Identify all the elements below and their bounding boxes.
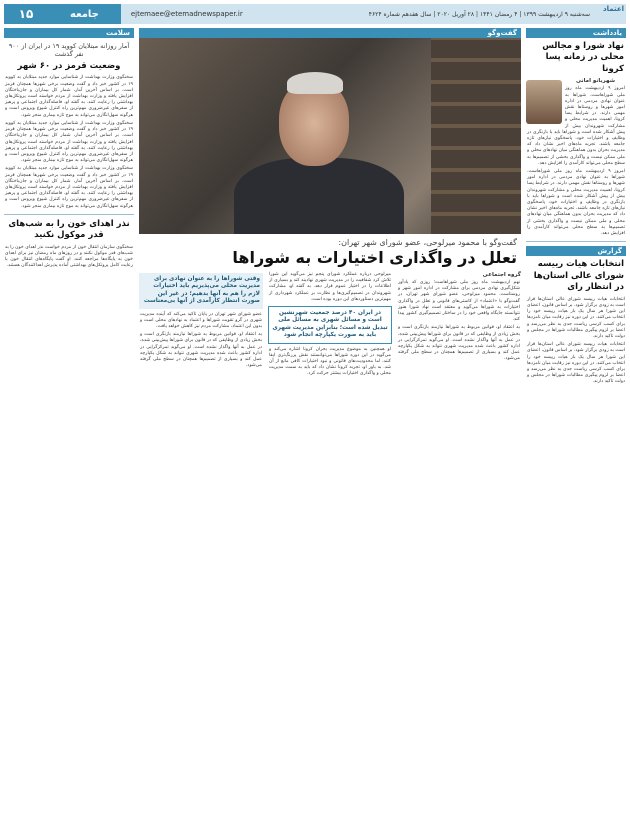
article-kicker: گفت‌وگو با محمود میرلوحی، عضو شورای شهر تهران: — [338, 238, 517, 247]
article-text-1: نهم اردیبهشت ماه روز ملی شوراهاست؛ روزی که یادآور شکل‌گیری نهادی مردمی برای مشارکت در اداره امور شهر و روستاست. محمود میرلوحی، عضو شورای شهر تهران، در گفت‌وگو با «اعتماد» از کاستی‌های قانونی و تعلل در واگذاری اختیارات به شوراها می‌گوید و معتقد است نهاد شورا هنوز نتوانسته جایگاه واقعی خود را در ساختار تصمیم‌گیری کشور پیدا کند. — [398, 280, 520, 323]
article-columns — [139, 270, 521, 380]
report-title: انتخابات هیات رییسه شورای عالی استان‌ها در انتظار رای — [533, 259, 624, 293]
article-text-6: به اعتقاد او، قوانین مربوط به شوراها نیازمند بازنگری است و بخش زیادی از وظایفی که در قانون برای شوراها پیش‌بینی شده، در عمل به آنها واگذار نشده است. او می‌گوید تمرکزگرایی در اداره کشور باعث شده مدیریت شهری نتواند به شکل یکپارچه عمل کند و بسیاری از تصمیم‌ها همچنان در سطح ملی گرفته می‌شود. — [140, 332, 262, 369]
main-article — [139, 28, 521, 814]
note-author-avatar — [526, 80, 562, 124]
page-number: ۱۵ — [4, 4, 48, 24]
note-body-more: امروز ۹ اردیبهشت ماه روز ملی شوراهاست. شوراها به عنوان نهادی مردمی در اداره امور شهرها و روستاها نقش مهمی دارند. در شرایط پسا کرونا، اهمیت مدیریت محلی و مشارکت شهروندان بیش از پیش آشکار شده است و شوراها باید با بازنگری در وظایف و اختیارات خود، پاسخگوی نیازهای تازه جامعه باشند. تجربه ماه‌های اخیر نشان داد که مدیریت بحران بدون هماهنگی میان نهادهای محلی و ملی ممکن نیست و واگذاری بخشی از تصمیم‌ها به سطح محلی می‌تواند کارآمدی را افزایش دهد. — [527, 169, 625, 237]
section-email[interactable]: ejtemaee@etemadnewspaper.ir — [130, 10, 243, 18]
article-column-3 — [139, 270, 263, 380]
pull-quote-2: وقتی شوراها را به عنوان نهادی برای مدیریت محلی می‌پذیریم باید اختیارات لازم را هم به آنها بدهیم؛ در غیر این صورت انتظار کارآمدی از آنها بی‌معناست — [139, 273, 263, 309]
bookshelf-shape — [431, 38, 521, 234]
interview-label: گفت‌وگو — [139, 28, 521, 38]
interviewee-photo — [139, 38, 521, 234]
report-body: انتخابات هیات رییسه شورای عالی استان‌ها قرار است به زودی برگزار شود. بر اساس قانون، اعضای این شورا هر سال یک بار هیات رییسه خود را انتخاب می‌کنند. در این دوره نیز رقابت میان نامزدها برای کسب کرسی ریاست جدی به نظر می‌رسد و اعضا بر لزوم پیگیری مطالبات شوراها در مجلس و دولت تاکید دارند. — [527, 296, 625, 339]
article-column-2 — [268, 270, 392, 380]
article-text-3: میرلوحی درباره عملکرد شورای پنجم نیز می‌گوید این شورا تلاش کرد شفافیت را در مدیریت شهری نهادینه کند و بسیاری از اطلاعات را در اختیار عموم قرار دهد. به گفته او، مشارکت شهروندان در تصمیم‌گیری‌ها و نظارت بر عملکرد شهرداری از مهم‌ترین دستاوردهای این دوره بوده است. — [269, 272, 391, 302]
note-body: امروز ۹ اردیبهشت ماه روز ملی شوراهاست. شوراها به عنوان نهادی مردمی در اداره امور شهرها و روستاها نقش مهمی دارند. در شرایط پسا کرونا، اهمیت مدیریت محلی و مشارکت شهروندان بیش از پیش آشکار شده است و شوراها باید با بازنگری در وظایف و اختیارات خود، پاسخگوی نیازهای تازه جامعه باشند. تجربه ماه‌های اخیر نشان داد که مدیریت بحران بدون هماهنگی میان نهادهای محلی و ملی ممکن نیست و واگذاری بخشی از تصمیم‌ها به سطح محلی می‌تواند کارآمدی را افزایش دهد. — [527, 86, 625, 166]
article-text-2: به اعتقاد او، قوانین مربوط به شوراها نیازمند بازنگری است و بخش زیادی از وظایفی که در قانون برای شوراها پیش‌بینی شده، در عمل به آنها واگذار نشده است. او می‌گوید تمرکزگرایی در اداره کشور باعث شده مدیریت شهری نتواند به شکل یکپارچه عمل کند و بسیاری از تصمیم‌ها همچنان در سطح ملی گرفته می‌شود. — [398, 325, 520, 362]
left-column — [4, 28, 134, 814]
health-title: وضعیت قرمز در ۶۰ شهر — [17, 61, 121, 71]
note-author: شهربانو امانی — [575, 78, 615, 85]
divider — [526, 241, 626, 242]
blood-title: نذر اهدای خون را به شب‌های قدر موکول نکنید — [8, 218, 130, 241]
article-column-1 — [397, 270, 521, 380]
health-body-extra: سخنگوی وزارت بهداشت از شناسایی موارد جدید مبتلایان به کووید ۱۹ در کشور خبر داد و گفت وضعیت برخی شهرها همچنان قرمز است. بر اساس آخرین آمار، شمار کل بیماران و جان‌باختگان افزایش یافته و وزارت بهداشت از مردم خواسته است پروتکل‌های بهداشتی را رعایت کنند. به گفته او، فاصله‌گذاری اجتماعی و پرهیز از سفرهای غیرضروری مهم‌ترین راه کنترل شیوع ویروس است و هرگونه سهل‌انگاری می‌تواند به موج تازه بیماری منجر شود. — [5, 166, 133, 209]
article-reporter: گروه اجتماعی — [482, 272, 521, 278]
article-headline: تعلل در واگذاری اختیارات به شوراها — [232, 248, 517, 267]
note-title: نهاد شورا و مجالس محلی در زمانه پسا کرونا — [542, 41, 624, 74]
newspaper-logo: اعتماد — [603, 5, 624, 13]
health-kicker: آمار روزانه مبتلایان کووید ۱۹ در ایران از ۹۰۰ نفر گذشت — [8, 42, 130, 58]
page-header — [4, 4, 626, 24]
health-body: سخنگوی وزارت بهداشت از شناسایی موارد جدید مبتلایان به کووید ۱۹ در کشور خبر داد و گفت وضعیت برخی شهرها همچنان قرمز است. بر اساس آخرین آمار، شمار کل بیماران و جان‌باختگان افزایش یافته و وزارت بهداشت از مردم خواسته است پروتکل‌های بهداشتی را رعایت کنند. به گفته او، فاصله‌گذاری اجتماعی و پرهیز از سفرهای غیرضروری مهم‌ترین راه کنترل شیوع ویروس است و هرگونه سهل‌انگاری می‌تواند به موج تازه بیماری منجر شود. — [5, 75, 133, 118]
article-text-4: او همچنین به موضوع مدیریت بحران کرونا اشاره می‌کند و می‌گوید در این دوره شوراها می‌توانستند نقش پررنگ‌تری ایفا کنند، اما محدودیت‌های قانونی و نبود اختیارات کافی مانع از آن شد. به باور او، تجربه کرونا نشان داد که باید به سمت مدیریت محلی و واگذاری اختیارات بیشتر حرکت کرد. — [269, 346, 391, 377]
report-label: گزارش — [526, 246, 626, 256]
section-name: جامعه — [48, 4, 121, 24]
health-body-more: سخنگوی وزارت بهداشت از شناسایی موارد جدید مبتلایان به کووید ۱۹ در کشور خبر داد و گفت وضعیت برخی شهرها همچنان قرمز است. بر اساس آخرین آمار، شمار کل بیماران و جان‌باختگان افزایش یافته و وزارت بهداشت از مردم خواسته است پروتکل‌های بهداشتی را رعایت کنند. به گفته او، فاصله‌گذاری اجتماعی و پرهیز از سفرهای غیرضروری مهم‌ترین راه کنترل شیوع ویروس است و هرگونه سهل‌انگاری می‌تواند به موج تازه بیماری منجر شود. — [5, 120, 133, 164]
suit-shape — [234, 158, 404, 234]
blood-body: سخنگوی سازمان انتقال خون از مردم خواست نذر اهدای خون را به شب‌های قدر موکول نکنند و در روزهای ماه رمضان نیز برای اهدای خون به پایگاه‌ها مراجعه کنند. او گفت پایگاه‌های انتقال خون با رعایت کامل پروتکل‌های بهداشتی آماده پذیرش اهداکنندگان هستند. — [5, 244, 133, 269]
pull-quote-1: در ایران ۴۰ درصد جمعیت شهرنشین است و مسائل شهری به مسائل ملی تبدیل شده است؛ بنابراین مدیریت شهری باید به صورت یکپارچه انجام شود — [268, 306, 392, 344]
article-text-5: عضو شورای شهر تهران در پایان تاکید می‌کند که آینده مدیریت شهری در گرو تقویت شوراها و اعتماد به نهادهای محلی است و بدون این اعتماد، مشارکت مردم نیز کاهش خواهد یافت. — [140, 311, 262, 330]
issue-date: سه‌شنبه ۹ اردیبهشت ۱۳۹۹ | ۴ رمضان ۱۴۴۱ | ۲۸ آوریل ۲۰۲۰ | سال هفدهم شماره ۴۶۲۴ — [368, 10, 590, 18]
health-label: سلامت — [4, 28, 134, 38]
right-column — [526, 28, 626, 814]
divider-2 — [4, 214, 134, 215]
note-label: یادداشت — [526, 28, 626, 38]
hair-shape — [287, 72, 343, 94]
report-body-more: انتخابات هیات رییسه شورای عالی استان‌ها قرار است به زودی برگزار شود. بر اساس قانون، اعضای این شورا هر سال یک بار هیات رییسه خود را انتخاب می‌کنند. در این دوره نیز رقابت میان نامزدها برای کسب کرسی ریاست جدی به نظر می‌رسد و اعضا بر لزوم پیگیری مطالبات شوراها در مجلس و دولت تاکید دارند. — [527, 342, 625, 385]
